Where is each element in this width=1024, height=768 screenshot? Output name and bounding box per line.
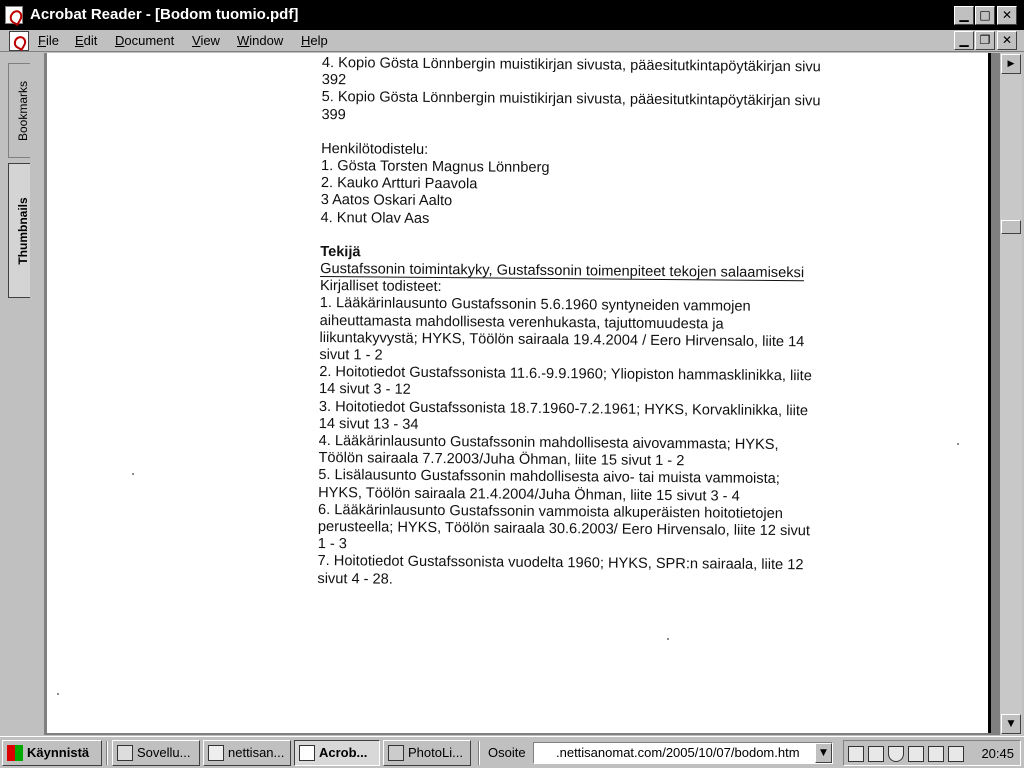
text-line: 3 Aatos Oskari Aalto <box>320 192 453 210</box>
task-label: nettisan... <box>228 745 285 760</box>
text-line: perusteella; HYKS, Töölön sairaala 30.6.2003/ Eero Hirvensalo, liite 12 sivut <box>317 519 811 540</box>
menu-edit[interactable] <box>75 33 97 48</box>
text-line: 1. Gösta Torsten Magnus Lönnberg <box>320 158 550 177</box>
task-photolibrary[interactable] <box>383 740 471 766</box>
text-line: 5. Kopio Gösta Lönnbergin muistikirjan sivusta, pääesitutkintapöytäkirjan sivu <box>321 89 821 110</box>
menu-view-label: iew <box>200 33 220 48</box>
speaker-icon[interactable] <box>908 746 924 762</box>
vertical-scrollbar[interactable] <box>1000 53 1022 735</box>
scroll-right-arrow-icon[interactable]: ▶ <box>1001 54 1021 74</box>
maximize-button[interactable]: □ <box>975 6 995 25</box>
menu-help-label: elp <box>310 33 328 48</box>
text-line: Henkilötodistelu: <box>321 140 429 158</box>
task-sovellu[interactable] <box>112 740 200 766</box>
text-line: 1 - 3 <box>317 536 348 553</box>
tab-bookmarks-label: Bookmarks <box>16 80 30 141</box>
document-icon[interactable] <box>9 31 29 51</box>
scan-speck <box>57 693 59 695</box>
text-line: HYKS, Töölön sairaala 21.4.2004/Juha Öhman, liite 15 sivut 3 - 4 <box>318 484 740 505</box>
taskbar <box>0 736 1024 768</box>
tools-icon[interactable] <box>928 746 944 762</box>
menu-view[interactable] <box>192 33 220 48</box>
menu-help[interactable] <box>301 33 328 48</box>
task-acrobat[interactable] <box>294 740 380 766</box>
doc-restore-button[interactable]: ❐ <box>975 31 995 50</box>
text-line: 7. Hoitotiedot Gustafssonista vuodelta 1960; HYKS, SPR:n sairaala, liite 12 <box>317 553 804 574</box>
minimize-button[interactable]: ▁ <box>954 6 974 25</box>
scroll-down-arrow-icon[interactable]: ▼ <box>1001 714 1021 734</box>
menu-window-mnemonic: W <box>237 33 250 48</box>
tab-thumbnails-label: Thumbnails <box>16 196 30 265</box>
window-title: Acrobat Reader - [Bodom tuomio.pdf] <box>30 6 299 23</box>
menu-document-mnemonic: D <box>115 33 125 48</box>
acrobat-app-icon[interactable] <box>5 6 23 24</box>
scan-speck <box>132 473 134 475</box>
menu-window[interactable] <box>237 33 283 48</box>
document-view[interactable] <box>45 53 1000 735</box>
start-button[interactable] <box>2 740 102 766</box>
menu-file-label: ile <box>45 33 59 48</box>
text-line: 4. Knut Olav Aas <box>320 209 430 227</box>
photo-icon <box>388 745 404 761</box>
task-nettisanomat[interactable] <box>203 740 291 766</box>
text-line: sivut 1 - 2 <box>319 347 383 364</box>
text-line: 1. Lääkärinlausunto Gustafssonin 5.6.1960 syntyneiden vammojen <box>319 295 751 316</box>
menu-file[interactable] <box>38 33 59 48</box>
pdf-page[interactable] <box>47 53 991 733</box>
menu-window-label: indow <box>249 33 284 48</box>
task-label: PhotoLi... <box>408 745 463 760</box>
app-window-icon <box>117 745 133 761</box>
navigation-pane <box>0 53 45 735</box>
text-line: 2. Kauko Artturi Paavola <box>320 175 478 193</box>
text-line: Kirjalliset todisteet: <box>319 278 442 296</box>
text-line: liikuntakyvystä; HYKS, Töölön sairaala 19.4.2004 / Eero Hirvensalo, liite 14 <box>319 329 805 351</box>
text-line: 4. Lääkärinlausunto Gustafssonin mahdollisesta aivovammasta; HYKS, <box>318 433 779 454</box>
menu-document-label: ocument <box>124 33 175 48</box>
address-label: Osoite <box>488 745 526 760</box>
text-line: 14 sivut 13 - 34 <box>318 415 419 433</box>
menu-help-mnemonic: H <box>301 33 311 48</box>
text-line: sivut 4 - 28. <box>317 570 393 588</box>
scan-speck <box>667 638 669 640</box>
doc-close-button[interactable]: ✕ <box>997 31 1017 50</box>
title-bar[interactable] <box>0 0 1024 30</box>
system-tray <box>843 740 1021 766</box>
text-line: aiheuttamasta mahdollisesta verenhukasta, tajuttomuudesta ja <box>319 312 724 333</box>
text-line: 4. Kopio Gösta Lönnbergin muistikirjan sivusta, pääesitutkintapöytäkirjan sivu <box>321 55 821 76</box>
section-heading: Tekijä <box>320 243 361 261</box>
close-button[interactable]: ✕ <box>997 6 1017 25</box>
doc-minimize-button[interactable]: ▁ <box>954 31 974 50</box>
acrobat-icon <box>299 745 315 761</box>
clock[interactable]: 20:45 <box>981 746 1014 761</box>
text-line: 3. Hoitotiedot Gustafssonista 18.7.1960-7.2.1961; HYKS, Korvaklinikka, liite <box>318 398 809 419</box>
address-input[interactable] <box>533 742 833 764</box>
menu-file-mnemonic: F <box>38 33 46 48</box>
task-label: Sovellu... <box>137 745 191 760</box>
text-line: 2. Hoitotiedot Gustafssonista 11.6.-9.9.1960; Yliopiston hammasklinikka, liite <box>319 364 812 385</box>
text-line: 6. Lääkärinlausunto Gustafssonin vammoista alkuperäisten hoitotietojen <box>317 501 783 522</box>
page-text <box>317 55 882 593</box>
text-line: 392 <box>321 72 347 89</box>
address-dropdown-icon[interactable]: ▼ <box>815 743 832 763</box>
text-line: 5. Lisälausunto Gustafssonin mahdollisesta aivo- tai muista vammoista; <box>318 467 780 488</box>
task-label: Acrob... <box>319 745 368 760</box>
browser-icon <box>208 745 224 761</box>
menu-document[interactable] <box>115 33 174 48</box>
network-icon[interactable] <box>848 746 864 762</box>
tab-thumbnails[interactable] <box>8 163 30 298</box>
menu-edit-label: dit <box>83 33 98 48</box>
text-line: Töölön sairaala 7.7.2003/Juha Öhman, liite 15 sivut 1 - 2 <box>318 450 685 470</box>
search-tray-icon[interactable] <box>868 746 884 762</box>
section-subheading: Gustafssonin toimintakyky, Gustafssonin toimenpiteet tekojen salaamiseksi <box>320 261 805 282</box>
tab-bookmarks[interactable] <box>8 63 30 158</box>
shield-icon[interactable] <box>888 746 904 762</box>
text-line: 399 <box>321 106 346 123</box>
windows-logo-icon <box>7 745 23 761</box>
menu-edit-mnemonic: E <box>75 33 84 48</box>
text-line: 14 sivut 3 - 12 <box>319 381 411 399</box>
address-value: .nettisanomat.com/2005/10/07/bodom.htm <box>556 745 800 760</box>
scrollbar-thumb[interactable] <box>1001 220 1021 234</box>
menu-view-mnemonic: V <box>192 33 201 48</box>
menu-bar <box>0 30 1024 52</box>
start-label: Käynnistä <box>27 745 90 760</box>
chat-icon[interactable] <box>948 746 964 762</box>
scan-speck <box>957 443 959 445</box>
